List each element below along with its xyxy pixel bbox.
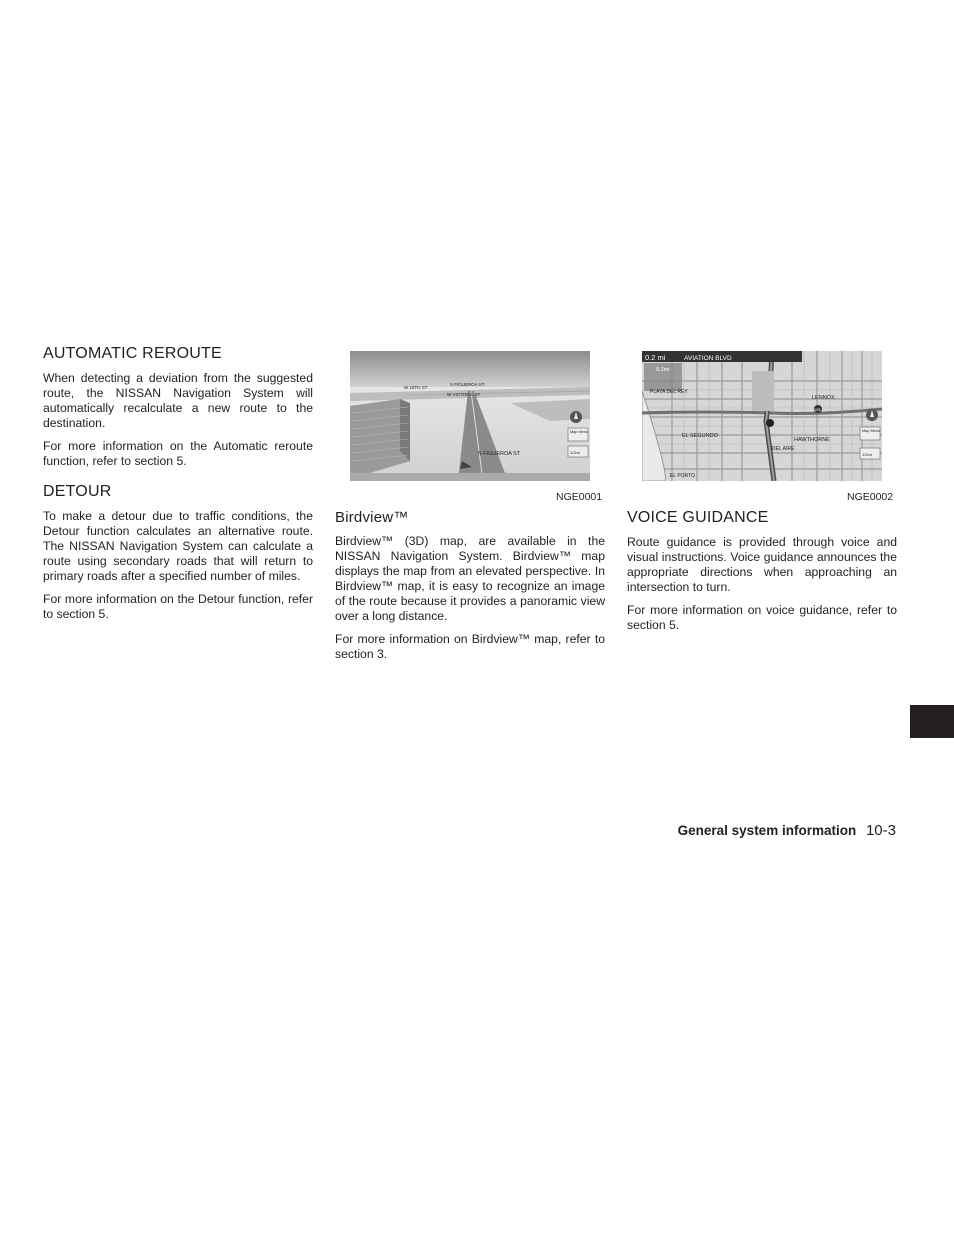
figure-code-2: NGE0002 xyxy=(847,491,894,503)
page-number: 10-3 xyxy=(865,822,896,839)
birdview-map-figure xyxy=(350,351,590,481)
inset-distance: 0.2mi xyxy=(656,367,670,373)
birdview-map-image xyxy=(350,351,590,481)
detour-paragraph-1: To make a detour due to traffic conditions, the Detour function calculates an alternative route. The NISSAN Navigation System can calculate a route using secondary roads that will return to primary roads after a specified number of miles. xyxy=(43,509,313,583)
auto-reroute-paragraph-1: When detecting a deviation from the suggested route, the NISSAN Navigation System will automatically recalculate a new route to the destination. xyxy=(43,371,313,430)
label-playa-del-rey: PLAYA DEL REY xyxy=(650,389,688,395)
label-lennox: LENNOX xyxy=(812,395,835,401)
label-street-3: W VICTORIA ST xyxy=(447,392,481,397)
label-del-aire: DEL AIRE xyxy=(772,446,795,452)
voice-guidance-paragraph-2: For more information on voice guidance, refer to section 5. xyxy=(627,603,897,632)
figure-code-1: NGE0001 xyxy=(556,491,603,503)
voice-guidance-heading: VOICE GUIDANCE xyxy=(627,509,769,526)
scale-button: 1/2mi xyxy=(862,452,872,457)
voice-guidance-paragraph-1: Route guidance is provided through voice and visual instructions. Voice guidance announces the appropriate directions when approaching an intersection to turn. xyxy=(627,535,897,594)
map-menu-button: Map Menu xyxy=(570,430,588,434)
map-menu-button: Map Menu xyxy=(862,429,880,433)
label-el-segundo: EL SEGUNDO xyxy=(682,433,718,439)
birdview-heading: Birdview™ xyxy=(335,509,409,526)
top-distance: 0.2 mi xyxy=(645,353,666,362)
label-el-porto: EL PORTO xyxy=(670,473,695,479)
detour-heading: DETOUR xyxy=(43,483,112,500)
footer-section-title: General system information xyxy=(677,823,857,838)
label-street-1: W 18TH ST xyxy=(404,385,428,390)
birdview-paragraph-2: For more information on Birdview™ map, refer to section 3. xyxy=(335,632,605,661)
birdview-paragraph-1: Birdview™ (3D) map, are available in the NISSAN Navigation System. Birdview™ map displays the map from an elevated perspective. In Birdview™ map, it is easy to recognize an image of the route because it provides a panoramic view over a long distance. xyxy=(335,534,605,623)
column-middle xyxy=(335,509,605,670)
auto-reroute-paragraph-2: For more information on the Automatic reroute function, refer to section 5. xyxy=(43,439,313,468)
auto-reroute-heading: AUTOMATIC REROUTE xyxy=(43,345,222,362)
column-left xyxy=(43,345,313,630)
label-street-2: S FIGUEROA ST xyxy=(450,382,485,387)
route-map-image xyxy=(642,351,882,481)
section-tab-marker xyxy=(910,705,954,738)
page-footer xyxy=(678,822,896,839)
label-street-4: S FIGUEROA ST xyxy=(478,451,521,457)
column-right xyxy=(627,509,897,641)
label-hawthorne: HAWTHORNE xyxy=(794,437,830,443)
scale-button: 1/2mi xyxy=(570,450,580,455)
highway-shield: 105 xyxy=(814,407,821,412)
detour-paragraph-2: For more information on the Detour function, refer to section 5. xyxy=(43,592,313,621)
route-map-figure xyxy=(642,351,882,481)
top-road-name: AVIATION BLVD xyxy=(684,355,732,362)
